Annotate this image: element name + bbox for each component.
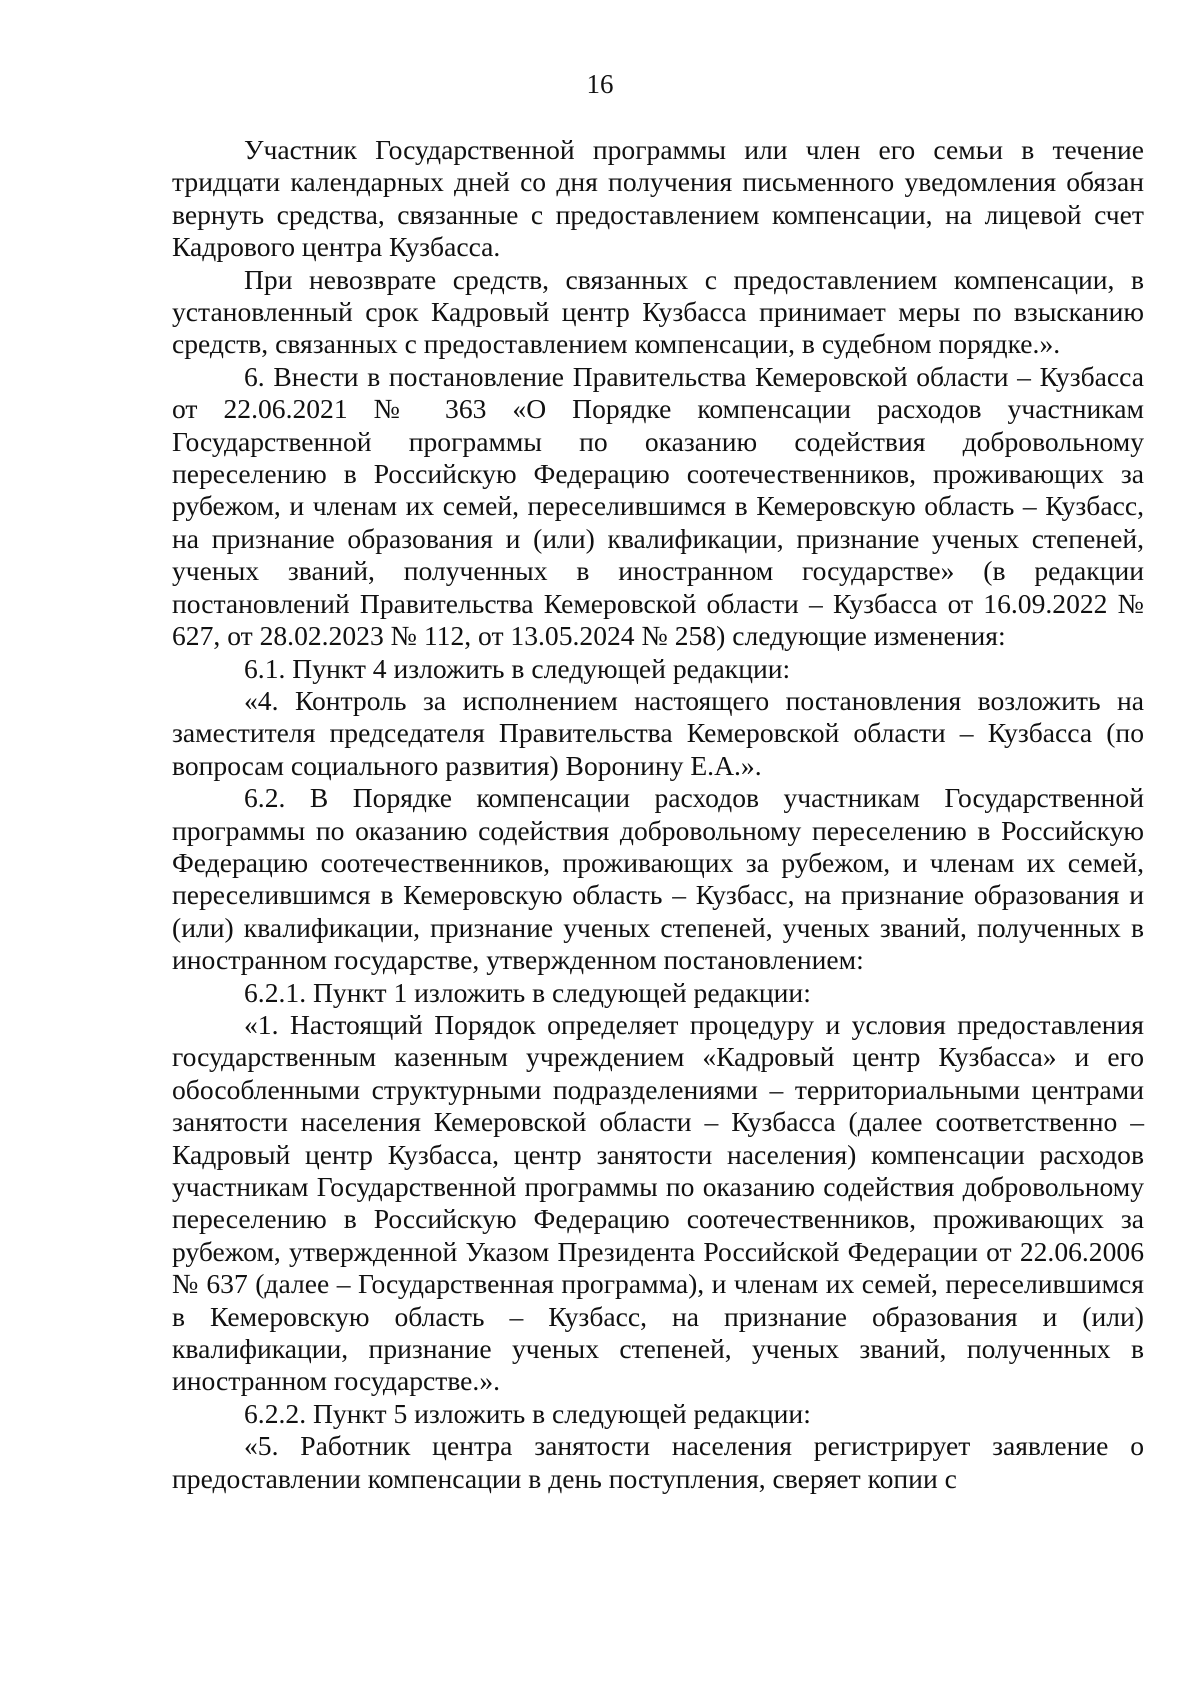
paragraph-item-6-1: 6.1. Пункт 4 изложить в следующей редакции: <box>244 652 791 684</box>
paragraph-refund-obligation: Участник Государственной программы или член его семьи в течение тридцати календарных дней со дня получения письменного уведомления обязан вернуть средства, связанные с предоставлением компенсации, на лицевой счет Кадрового центра Кузбасса. <box>172 134 1144 263</box>
paragraph-item-6-2: 6.2. В Порядке компенсации расходов участникам Государственной программы по оказанию содействия добровольному переселению в Российскую Федерацию соотечественников, проживающих за рубежом, и членам их семей, переселившимся в Кемеровскую область – Кузбасс, на признание образования и (или) квалификации, признание ученых степеней, ученых званий, полученных в иностранном государстве, утвержденном постановлением: <box>172 782 1144 976</box>
paragraph-item-6-2-2: 6.2.2. Пункт 5 изложить в следующей редакции: <box>244 1397 811 1429</box>
paragraph-refund-enforcement: При невозврате средств, связанных с предоставлением компенсации, в установленный срок Кадровый центр Кузбасса принимает меры по взысканию средств, связанных с предоставлением компенсации, в судебном порядке.». <box>172 263 1144 360</box>
page-number: 16 <box>586 69 614 99</box>
document-body <box>172 134 1144 1495</box>
paragraph-new-item-5: «5. Работник центра занятости населения регистрирует заявление о предоставлении компенсации в день поступления, сверяет копии с <box>172 1430 1144 1494</box>
paragraph-item-6-2-1: 6.2.1. Пункт 1 изложить в следующей редакции: <box>244 976 811 1008</box>
paragraph-new-item-1: «1. Настоящий Порядок определяет процедуру и условия предоставления государственным казенным учреждением «Кадровый центр Кузбасса» и его обособленными структурными подразделениями – территориальными центрами занятости населения Кемеровской области – Кузбасса (далее соответственно – Кадровый центр Кузбасса, центр занятости населения) компенсации расходов участникам Государственной программы по оказанию содействия добровольному переселению в Российскую Федерацию соотечественников, проживающих за рубежом, утвержденной Указом Президента Российской Федерации от 22.06.2006 № 637 (далее – Государственная программа), и членам их семей, переселившимся в Кемеровскую область – Кузбасс, на признание образования и (или) квалификации, признание ученых степеней, ученых званий, полученных в иностранном государстве.». <box>172 1008 1144 1397</box>
paragraph-new-item-4: «4. Контроль за исполнением настоящего постановления возложить на заместителя председателя Правительства Кемеровской области – Кузбасса (по вопросам социального развития) Воронину Е.А.». <box>172 684 1144 781</box>
paragraph-item-6: 6. Внести в постановление Правительства Кемеровской области – Кузбасса от 22.06.2021 № 363 «О Порядке компенсации расходов участникам Государственной программы по оказанию содействия добровольному переселению в Российскую Федерацию соотечественников, проживающих за рубежом, и членам их семей, переселившимся в Кемеровскую область – Кузбасс, на признание образования и (или) квалификации, признание ученых степеней, ученых званий, полученных в иностранном государстве» (в редакции постановлений Правительства Кемеровской области – Кузбасса от 16.09.2022 № 627, от 28.02.2023 № 112, от 13.05.2024 № 258) следующие изменения: <box>172 360 1144 652</box>
